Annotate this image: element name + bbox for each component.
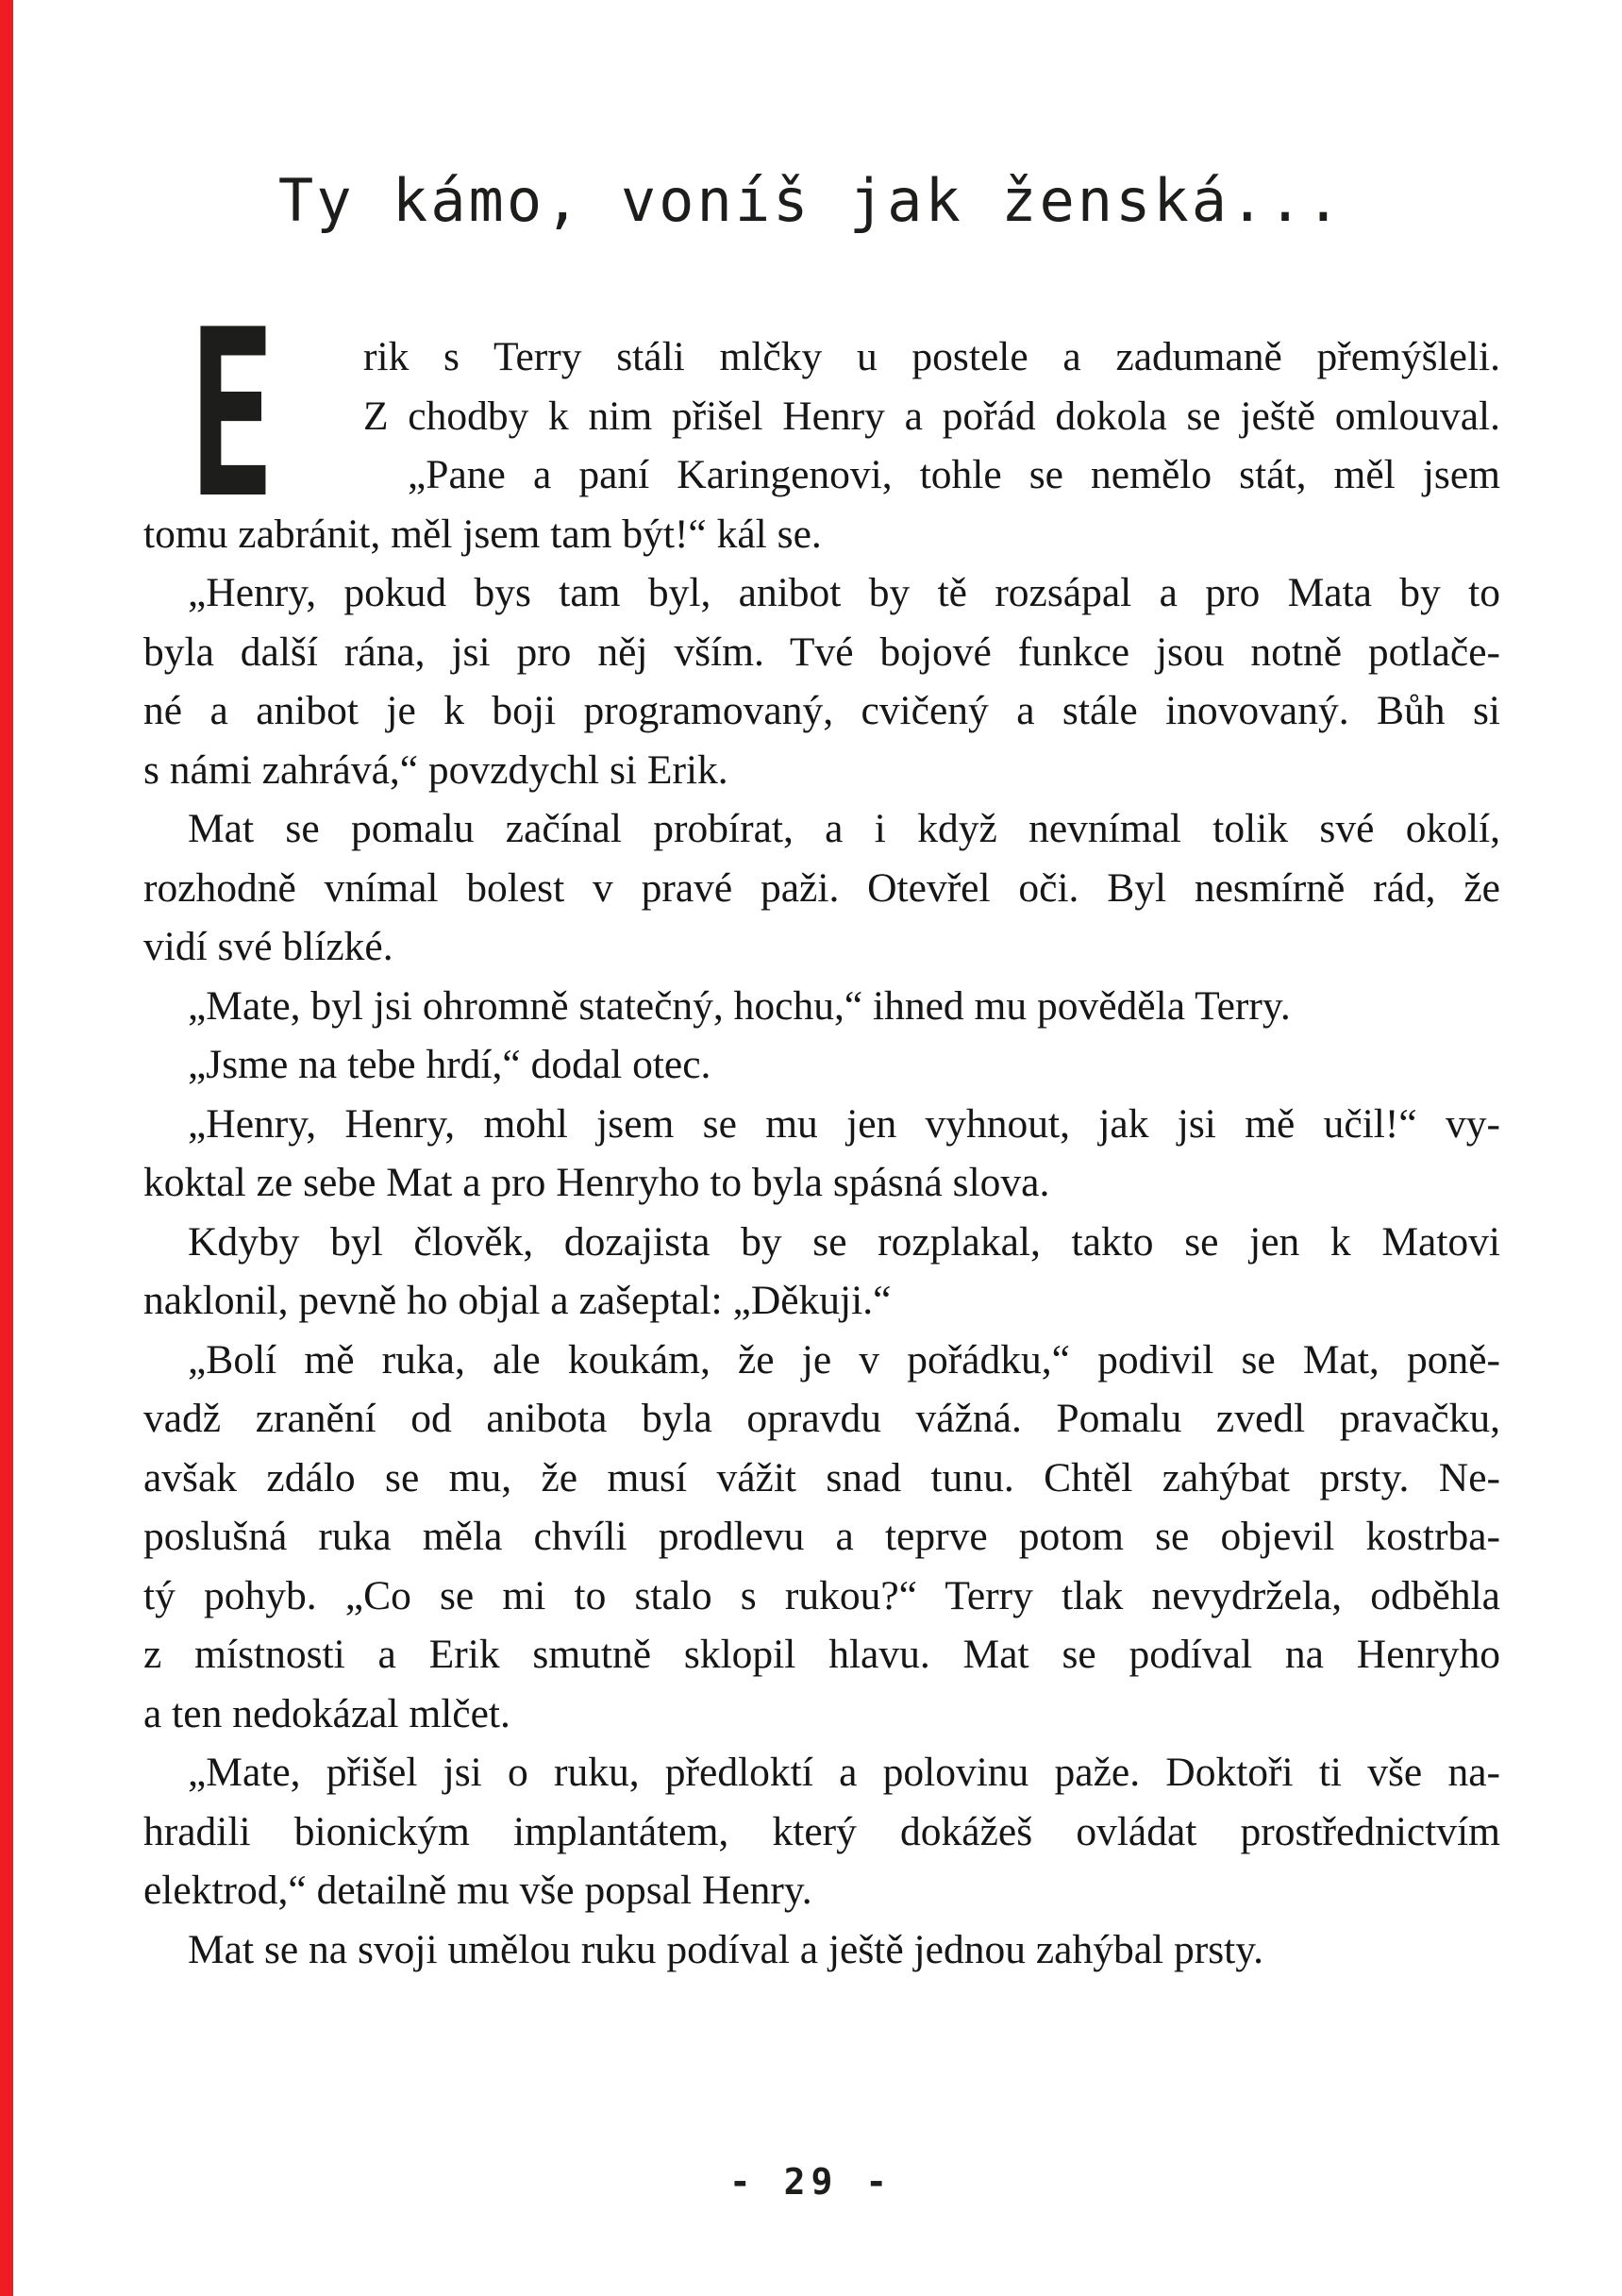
- text-line: Mat se pomalu začínal probírat, a i když nevnímal tolik své okolí,: [188, 806, 1500, 851]
- text-line: vadž zranění od anibota byla opravdu vážná. Pomalu zvedl pravačku,: [143, 1396, 1500, 1441]
- text-line: naklonil, pevně ho objal a zašeptal: „Děkuji.“: [143, 1278, 892, 1323]
- text-line: a ten nedokázal mlčet.: [143, 1690, 510, 1736]
- text-line: tý pohyb. „Co se mi to stalo s rukou?“ Terry tlak nevydržela, odběhla: [143, 1572, 1500, 1618]
- text-line: byla další rána, jsi pro něj vším. Tvé bojové funkce jsou notně potlače-: [143, 628, 1500, 675]
- text-line: „Jsme na tebe hrdí,“ dodal otec.: [188, 1042, 711, 1087]
- paragraph: [143, 799, 1500, 977]
- text-line: „Mate, přišel jsi o ruku, předloktí a polovinu paže. Doktoři ti vše na-: [188, 1750, 1500, 1795]
- text-line: hradili bionickým implantátem, který dokážeš ovládat prostřednictvím: [143, 1808, 1500, 1854]
- text-line: rozhodně vnímal bolest v pravé paži. Otevřel oči. Byl nesmírně rád, že: [143, 864, 1500, 911]
- paragraph: [143, 1743, 1500, 1920]
- drop-cap-letter: E: [189, 280, 276, 549]
- paragraph: [143, 977, 1500, 1036]
- text-line: „Henry, pokud bys tam byl, anibot by tě rozsápal a pro Mata by to: [188, 570, 1500, 615]
- text-line: koktal ze sebe Mat a pro Henryho to byla spásná slova.: [143, 1160, 1050, 1205]
- text-line: vidí své blízké.: [143, 924, 393, 969]
- text-line: „Henry, Henry, mohl jsem se mu jen vyhnout, jak jsi mě učil!“ vy-: [188, 1100, 1500, 1147]
- text-line: né a anibot je k boji programovaný, cvičený a stále inovovaný. Bůh si: [143, 688, 1500, 733]
- drop-cap: [189, 280, 283, 549]
- text-line: Z chodby k nim přišel Henry a pořád dokola se ještě omlouval.: [363, 393, 1500, 439]
- paragraph: [143, 563, 1500, 799]
- text-line: s námi zahrává,“ povzdychl si Erik.: [143, 746, 728, 793]
- paragraphs-container: [143, 280, 1500, 1979]
- text-line: „Bolí mě ruka, ale koukám, že je v pořádku,“ podivil se Mat, poně-: [188, 1336, 1500, 1383]
- text-line: Mat se na svoji umělou ruku podíval a ještě jednou zahýbal prsty.: [188, 1926, 1264, 1972]
- chapter-title: Ty kámo, voníš jak ženská...: [277, 166, 1345, 235]
- left-accent-bar: [0, 0, 13, 2296]
- body-text: [143, 280, 1500, 1979]
- text-line: z místnosti a Erik smutně sklopil hlavu. Mat se podíval na Henryho: [143, 1632, 1500, 1677]
- text-line: avšak zdálo se mu, že musí vážit snad tunu. Chtěl zahýbat prsty. Ne-: [143, 1454, 1500, 1500]
- text-line: Kdyby byl člověk, dozajista by se rozplakal, takto se jen k Matovi: [188, 1218, 1500, 1265]
- paragraph: [143, 1920, 1500, 1980]
- paragraph: [143, 1213, 1500, 1331]
- text-line: rik s Terry stáli mlčky u postele a zadumaně přemýšleli.: [363, 334, 1500, 379]
- text-line: „Pane a paní Karingenovi, tohle se nemělo stát, měl jsem: [408, 452, 1500, 497]
- paragraph: [143, 1095, 1500, 1213]
- page-number: - 29 -: [728, 2161, 894, 2203]
- paragraph: [143, 1331, 1500, 1744]
- text-line: „Mate, byl jsi ohromně statečný, hochu,“ ihned mu pověděla Terry.: [188, 982, 1291, 1029]
- text-line: elektrod,“ detailně mu vše popsal Henry.: [143, 1868, 812, 1913]
- paragraph: [143, 445, 1500, 563]
- text-line: poslušná ruka měla chvíli prodlevu a teprve potom se objevil kostrba-: [143, 1514, 1500, 1559]
- paragraph: [143, 327, 1500, 445]
- paragraph: [143, 1035, 1500, 1095]
- text-line: tomu zabránit, měl jsem tam být!“ kál se.: [143, 511, 822, 557]
